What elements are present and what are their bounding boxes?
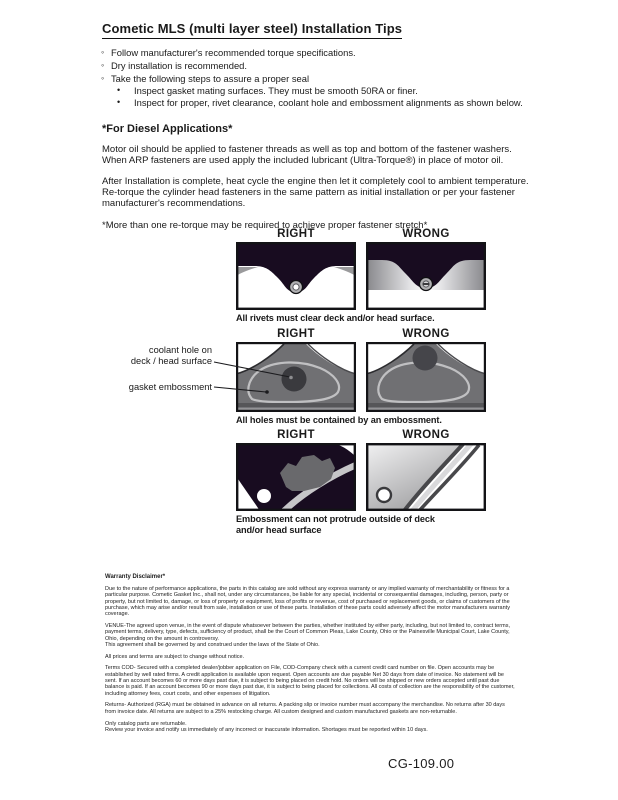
warranty-disclaimer-section [105, 574, 517, 739]
rivet-wrong-diagram [366, 242, 486, 310]
right-label: RIGHT [277, 429, 315, 441]
diagram-row-rivets [236, 228, 486, 324]
callout-leader-lines [190, 340, 320, 400]
embossment-wrong-diagram [366, 443, 486, 511]
diagram-labels [236, 429, 486, 441]
tip-item: ◦ Dry installation is recommended. [102, 59, 538, 72]
diagram-labels [236, 228, 486, 240]
hole-caption: All holes must be contained by an embossment. [236, 415, 442, 425]
rivet-caption: All rivets must clear deck and/or head surface. [236, 313, 435, 323]
coolant-callout-line2: deck / head surface [130, 355, 212, 366]
wrong-label: WRONG [402, 228, 450, 240]
embossment-right-diagram [236, 443, 356, 511]
page-title: Cometic MLS (multi layer steel) Installation Tips [102, 21, 402, 39]
embossment-caption-line1: Embossment can not protrude outside of deck [236, 514, 435, 524]
diesel-paragraph-1: Motor oil should be applied to fastener threads as well as top and bottom of the fastener washers. When ARP fasteners are used apply the included lubricant (Ultra-Torque®) in place of motor oil. [102, 144, 512, 167]
right-label: RIGHT [277, 228, 315, 240]
embossment-caption [236, 514, 486, 535]
disclaimer-paragraph-prices: All prices and terms are subject to change without notice. [105, 653, 245, 660]
tip-item: ◦ Take the following steps to assure a proper seal [102, 72, 538, 85]
diagram-labels [236, 328, 486, 340]
hole-wrong-diagram [366, 342, 486, 412]
right-label: RIGHT [277, 328, 315, 340]
diagram-row-embossment [236, 429, 486, 535]
disclaimer-paragraph-terms: Terms COD- Secured with a completed dealer/jobber application on File, COD-Company check with a current credit card number on file. Open accounts may be established by well rated firms. A credit application is available upon request. Open accounts are due payable Net 30 days from date of invoice. No statement will be sent. If an account becomes 60 or more days past due, it is subject to being placed on credit hold. No orders will be shipped or new orders accepted until past due balance is paid. If an account becomes 90 or more days past due, it is subject to being placed for collections. All costs of collection are the responsibility of the customer, including attorney fees, court costs, and other expenses of litigation. [105, 665, 515, 697]
disclaimer-paragraph-warranty: Due to the nature of performance applications, the parts in this catalog are sold without any express warranty or any implied warranty of merchantability or fitness for a particular purpose. Cometic Gasket Inc., shall not, under any circumstances, be liable for any special, incidental or consequential damages, including, person, party or property, but not limited to, damage, or loss of property or equipment, loss of profits or revenue, cost of purchased or replacement goods, or claims of customers of the purchase, which may arise and/or result from sale, installation or use of these parts. Installation of these parts could adversely affect the motor manufacturers warranty coverage. [105, 586, 510, 618]
embossment-callout-text: gasket embossment [128, 382, 212, 392]
wrong-label: WRONG [402, 328, 450, 340]
tip-subitem: • Inspect for proper, rivet clearance, coolant hole and embossment alignments as shown below. [125, 97, 538, 109]
tips-sublist [102, 85, 538, 108]
coolant-callout-line1: coolant hole on [148, 345, 212, 355]
retorque-note: *More than one re-torque may be required to achieve proper fastener stretch* [102, 220, 428, 232]
venue-text: VENUE-The agreed upon venue, in the event of dispute whatsoever between the parties, whether instituted by either party, including, but not limited to, contract terms, payment terms, delivery, type, defects, sufficiency of product, shall be the Court of Common Pleas, Lake County, Ohio or the Painesville Municipal Court, Lake County, Ohio, depending on the amount in controversy. [105, 622, 510, 642]
rivet-right-diagram [236, 242, 356, 310]
invoice-review-text: Review your invoice and notify us immediately of any incorrect or inaccurate information. Shortages must be reported within 10 days. [105, 726, 428, 733]
catalog-returnable-text: Only catalog parts are returnable. [105, 720, 187, 727]
installation-tips-section [102, 20, 538, 231]
governing-law-text: This agreement shall be governed by and construed under the laws of the State of Ohio. [105, 641, 320, 648]
tip-subitem: • Inspect gasket mating surfaces. They must be smooth 50RA or finer. [125, 85, 538, 97]
page-code: CG-109.00 [388, 756, 455, 771]
disclaimer-paragraph-catalog [105, 721, 517, 734]
disclaimer-paragraph-venue [105, 623, 517, 648]
tip-item: ◦ Follow manufacturer's recommended torque specifications. [102, 46, 538, 59]
diesel-paragraph-2: After Installation is complete, heat cycle the engine then let it completely cool to ambient temperature. Re-torque the cylinder head fasteners in the same pattern as initial installation or per your fastener manufacturer's recommendations. [102, 175, 529, 210]
embossment-caption-line2: and/or head surface [236, 524, 322, 535]
warranty-disclaimer-heading: Warranty Disclaimer* [105, 574, 166, 580]
tips-list [102, 46, 538, 85]
disclaimer-paragraph-returns: Returns- Authorized (RGA) must be obtained in advance on all returns. A packing slip or invoice number must accompany the merchandise. No returns after 30 days from invoice date. All returns are subject to a 25% restocking charge. All custom designed and custom manufactured gaskets are non-returnable. [105, 702, 505, 715]
wrong-label: WRONG [402, 429, 450, 441]
diesel-applications-heading: *For Diesel Applications* [102, 123, 233, 135]
